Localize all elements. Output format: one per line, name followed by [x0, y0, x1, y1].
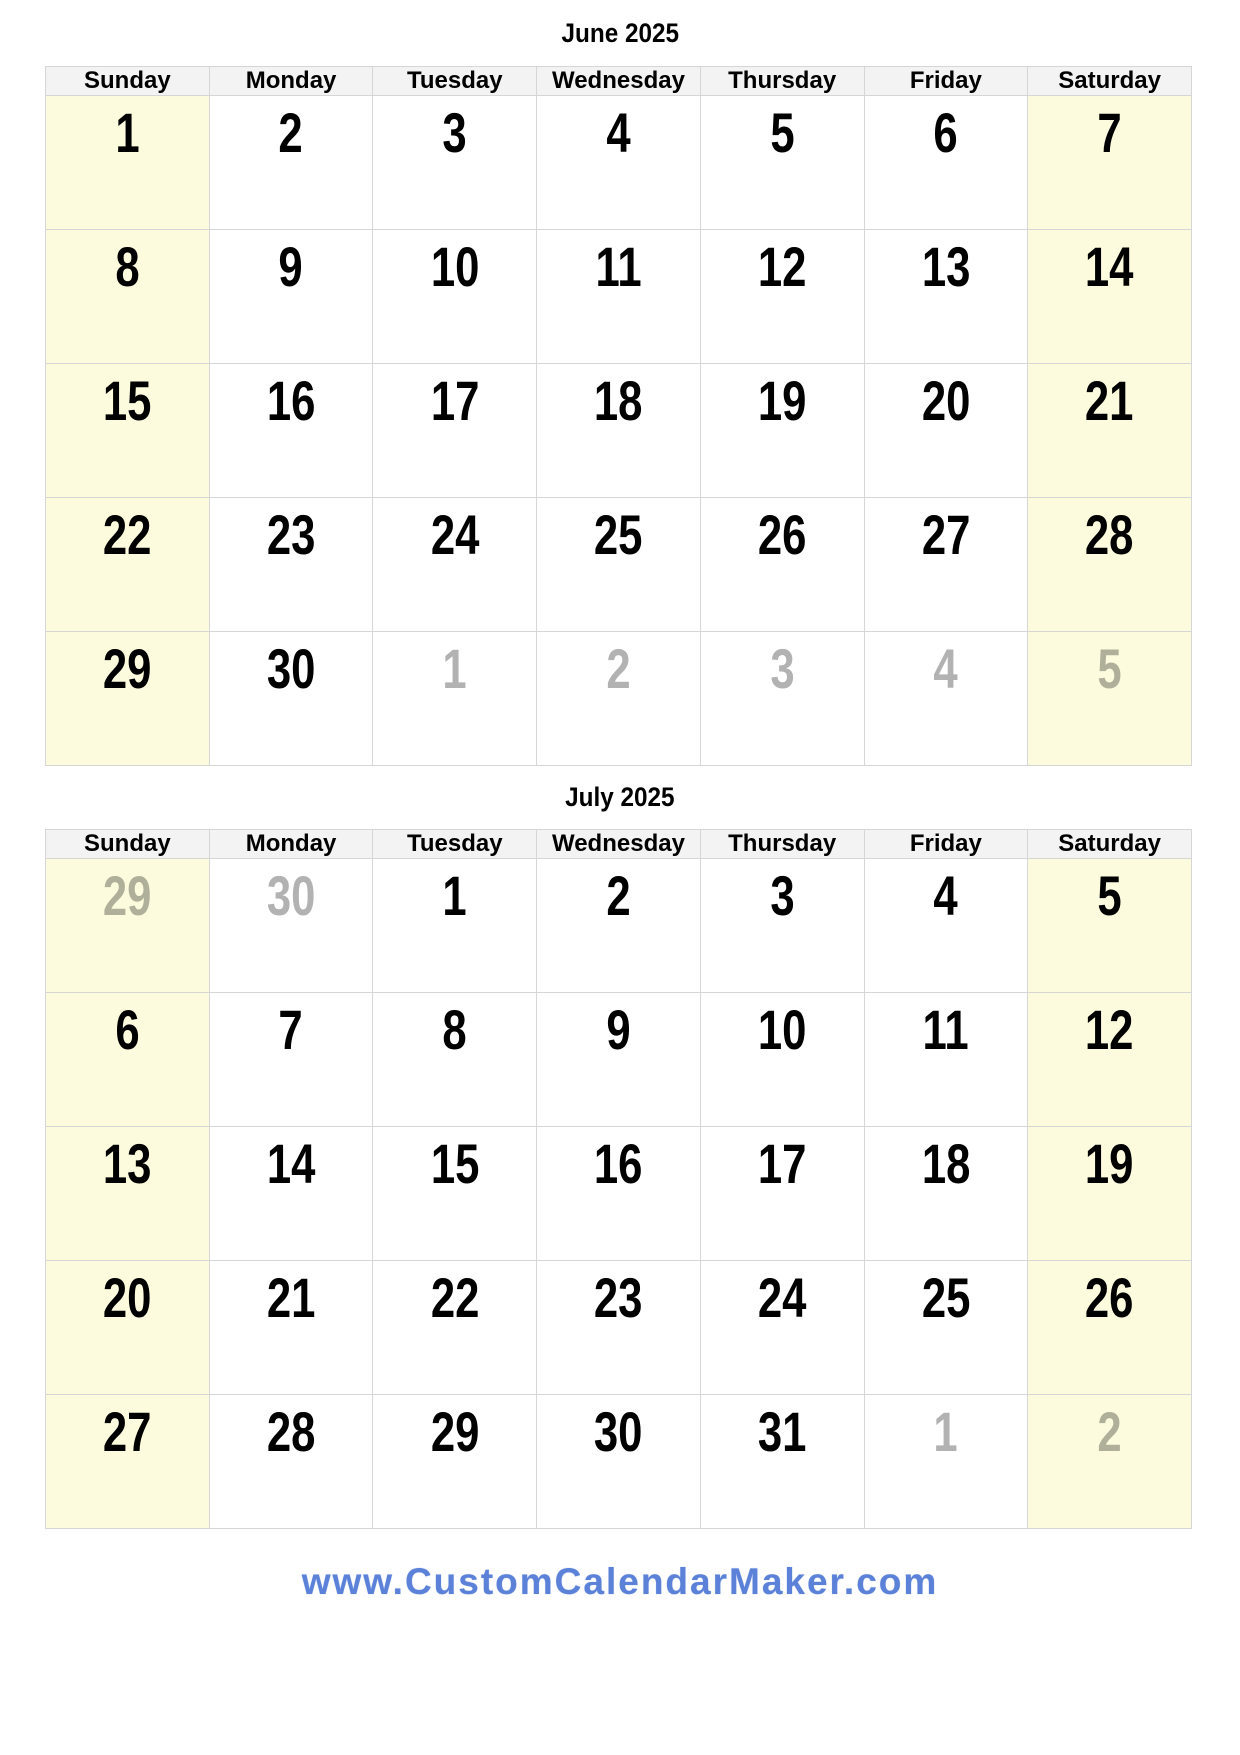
date-cell: [209, 1261, 373, 1395]
date-number: 5: [1097, 637, 1122, 700]
date-number: 23: [594, 1266, 643, 1329]
date-number: 22: [103, 503, 152, 566]
week-row: [46, 859, 1192, 993]
date-cell: [537, 1261, 701, 1395]
day-header-monday: Monday: [209, 67, 373, 96]
date-cell: [209, 498, 373, 632]
date-cell: [864, 1395, 1028, 1529]
date-number: 30: [594, 1400, 643, 1463]
date-number: 21: [1085, 369, 1134, 432]
date-cell: [373, 632, 537, 766]
day-header-saturday: Saturday: [1028, 830, 1192, 859]
date-cell: [209, 859, 373, 993]
date-cell: [373, 1127, 537, 1261]
date-number: 28: [1085, 503, 1134, 566]
date-number: 4: [933, 637, 959, 700]
date-number: 19: [1085, 1132, 1134, 1195]
date-number: 18: [594, 369, 643, 432]
date-cell: [537, 498, 701, 632]
date-cell: [700, 1395, 864, 1529]
date-number: 2: [606, 864, 631, 927]
date-number: 21: [266, 1266, 316, 1329]
date-cell: [46, 859, 210, 993]
date-number: 15: [103, 369, 152, 432]
date-number: 7: [1097, 101, 1122, 164]
date-cell: [1028, 230, 1192, 364]
date-cell: [209, 96, 373, 230]
date-number: 20: [103, 1266, 152, 1329]
footer-link[interactable]: www.CustomCalendarMaker.com: [301, 1561, 939, 1602]
date-number: 2: [606, 637, 631, 700]
date-number: 1: [933, 1400, 959, 1463]
date-cell: [864, 859, 1028, 993]
date-number: 24: [757, 1266, 807, 1329]
date-cell: [1028, 1395, 1192, 1529]
week-row: [46, 230, 1192, 364]
date-cell: [1028, 1261, 1192, 1395]
date-number: 29: [103, 864, 152, 927]
date-number: 25: [594, 503, 643, 566]
date-number: 1: [115, 101, 140, 164]
date-cell: [1028, 96, 1192, 230]
week-row: [46, 96, 1192, 230]
date-cell: [864, 364, 1028, 498]
date-number: 15: [430, 1132, 480, 1195]
date-cell: [700, 993, 864, 1127]
date-cell: [537, 632, 701, 766]
week-row: [46, 498, 1192, 632]
date-number: 27: [103, 1400, 152, 1463]
date-cell: [864, 1261, 1028, 1395]
date-cell: [373, 859, 537, 993]
day-header-friday: Friday: [864, 67, 1028, 96]
date-number: 3: [442, 101, 467, 164]
date-cell: [537, 1395, 701, 1529]
date-number: 2: [1097, 1400, 1122, 1463]
week-row: [46, 993, 1192, 1127]
date-cell: [46, 632, 210, 766]
date-number: 16: [594, 1132, 643, 1195]
date-number: 5: [1097, 864, 1122, 927]
date-number: 22: [430, 1266, 480, 1329]
date-cell: [537, 364, 701, 498]
date-cell: [46, 364, 210, 498]
date-cell: [373, 498, 537, 632]
date-cell: [1028, 993, 1192, 1127]
month-title-july: [0, 766, 1240, 829]
date-cell: [537, 859, 701, 993]
day-header-thursday: Thursday: [700, 67, 864, 96]
day-header-wednesday: Wednesday: [537, 830, 701, 859]
date-number: 12: [757, 235, 807, 298]
date-number: 16: [266, 369, 316, 432]
date-number: 3: [770, 637, 795, 700]
date-cell: [46, 230, 210, 364]
footer: [0, 1561, 1240, 1603]
date-cell: [46, 498, 210, 632]
date-cell: [700, 1127, 864, 1261]
date-number: 11: [922, 998, 969, 1061]
date-cell: [1028, 859, 1192, 993]
date-cell: [1028, 1127, 1192, 1261]
date-cell: [864, 96, 1028, 230]
date-number: 4: [606, 101, 631, 164]
day-header-saturday: Saturday: [1028, 67, 1192, 96]
date-number: 7: [278, 998, 304, 1061]
week-row: [46, 1127, 1192, 1261]
day-header-thursday: Thursday: [700, 830, 864, 859]
date-cell: [1028, 364, 1192, 498]
date-cell: [1028, 498, 1192, 632]
date-cell: [209, 632, 373, 766]
date-cell: [700, 498, 864, 632]
calendar-body: [46, 859, 1192, 1529]
date-number: 11: [595, 235, 642, 298]
date-number: 29: [430, 1400, 480, 1463]
date-cell: [864, 632, 1028, 766]
date-number: 29: [103, 637, 152, 700]
date-number: 10: [757, 998, 807, 1061]
date-number: 31: [757, 1400, 807, 1463]
date-number: 27: [921, 503, 971, 566]
date-number: 28: [266, 1400, 316, 1463]
date-number: 8: [442, 998, 467, 1061]
day-header-friday: Friday: [864, 830, 1028, 859]
date-cell: [537, 993, 701, 1127]
date-number: 17: [430, 369, 480, 432]
month-section-june: [0, 0, 1240, 766]
date-number: 4: [933, 864, 959, 927]
week-row: [46, 364, 1192, 498]
date-number: 14: [266, 1132, 316, 1195]
date-cell: [864, 993, 1028, 1127]
date-cell: [373, 993, 537, 1127]
day-header-sunday: Sunday: [46, 830, 210, 859]
day-header-tuesday: Tuesday: [373, 67, 537, 96]
date-cell: [209, 1127, 373, 1261]
date-cell: [537, 96, 701, 230]
date-cell: [46, 96, 210, 230]
date-cell: [700, 632, 864, 766]
date-number: 10: [430, 235, 480, 298]
date-number: 1: [442, 637, 467, 700]
calendar-body: [46, 96, 1192, 766]
month-title-text: July 2025: [565, 782, 675, 812]
date-cell: [46, 1127, 210, 1261]
date-cell: [46, 993, 210, 1127]
date-number: 6: [933, 101, 959, 164]
month-title-june: [0, 0, 1240, 66]
day-header-sunday: Sunday: [46, 67, 210, 96]
date-number: 2: [278, 101, 304, 164]
date-cell: [864, 230, 1028, 364]
calendar-table-june: [45, 66, 1192, 766]
date-number: 23: [266, 503, 316, 566]
date-number: 5: [770, 101, 795, 164]
date-cell: [864, 1127, 1028, 1261]
date-number: 18: [921, 1132, 971, 1195]
date-cell: [373, 364, 537, 498]
month-section-july: [0, 766, 1240, 1529]
date-number: 9: [606, 998, 631, 1061]
week-row: [46, 1395, 1192, 1529]
date-number: 26: [757, 503, 807, 566]
date-number: 17: [757, 1132, 807, 1195]
date-number: 8: [115, 235, 140, 298]
date-number: 13: [921, 235, 971, 298]
date-number: 13: [103, 1132, 152, 1195]
date-cell: [209, 993, 373, 1127]
date-number: 24: [430, 503, 480, 566]
date-number: 20: [921, 369, 971, 432]
date-cell: [537, 1127, 701, 1261]
date-cell: [864, 498, 1028, 632]
date-cell: [373, 230, 537, 364]
date-cell: [209, 230, 373, 364]
date-cell: [373, 1395, 537, 1529]
date-cell: [46, 1261, 210, 1395]
date-cell: [373, 1261, 537, 1395]
week-row: [46, 632, 1192, 766]
date-cell: [209, 1395, 373, 1529]
date-cell: [700, 230, 864, 364]
calendar-table-july: [45, 829, 1192, 1529]
date-number: 3: [770, 864, 795, 927]
day-header-wednesday: Wednesday: [537, 67, 701, 96]
date-cell: [700, 1261, 864, 1395]
week-row: [46, 1261, 1192, 1395]
month-title-text: June 2025: [561, 17, 679, 48]
date-cell: [700, 364, 864, 498]
date-cell: [209, 364, 373, 498]
day-header-monday: Monday: [209, 830, 373, 859]
date-cell: [537, 230, 701, 364]
date-cell: [373, 96, 537, 230]
day-header-tuesday: Tuesday: [373, 830, 537, 859]
date-cell: [700, 859, 864, 993]
date-number: 30: [266, 864, 316, 927]
date-number: 12: [1085, 998, 1134, 1061]
date-number: 1: [442, 864, 467, 927]
date-number: 14: [1085, 235, 1134, 298]
weekday-header-row: [46, 67, 1192, 96]
weekday-header-row: [46, 830, 1192, 859]
date-number: 9: [278, 235, 304, 298]
date-cell: [700, 96, 864, 230]
date-number: 25: [921, 1266, 971, 1329]
date-number: 6: [115, 998, 140, 1061]
date-cell: [1028, 632, 1192, 766]
date-number: 30: [266, 637, 316, 700]
date-number: 19: [757, 369, 807, 432]
date-cell: [46, 1395, 210, 1529]
date-number: 26: [1085, 1266, 1134, 1329]
